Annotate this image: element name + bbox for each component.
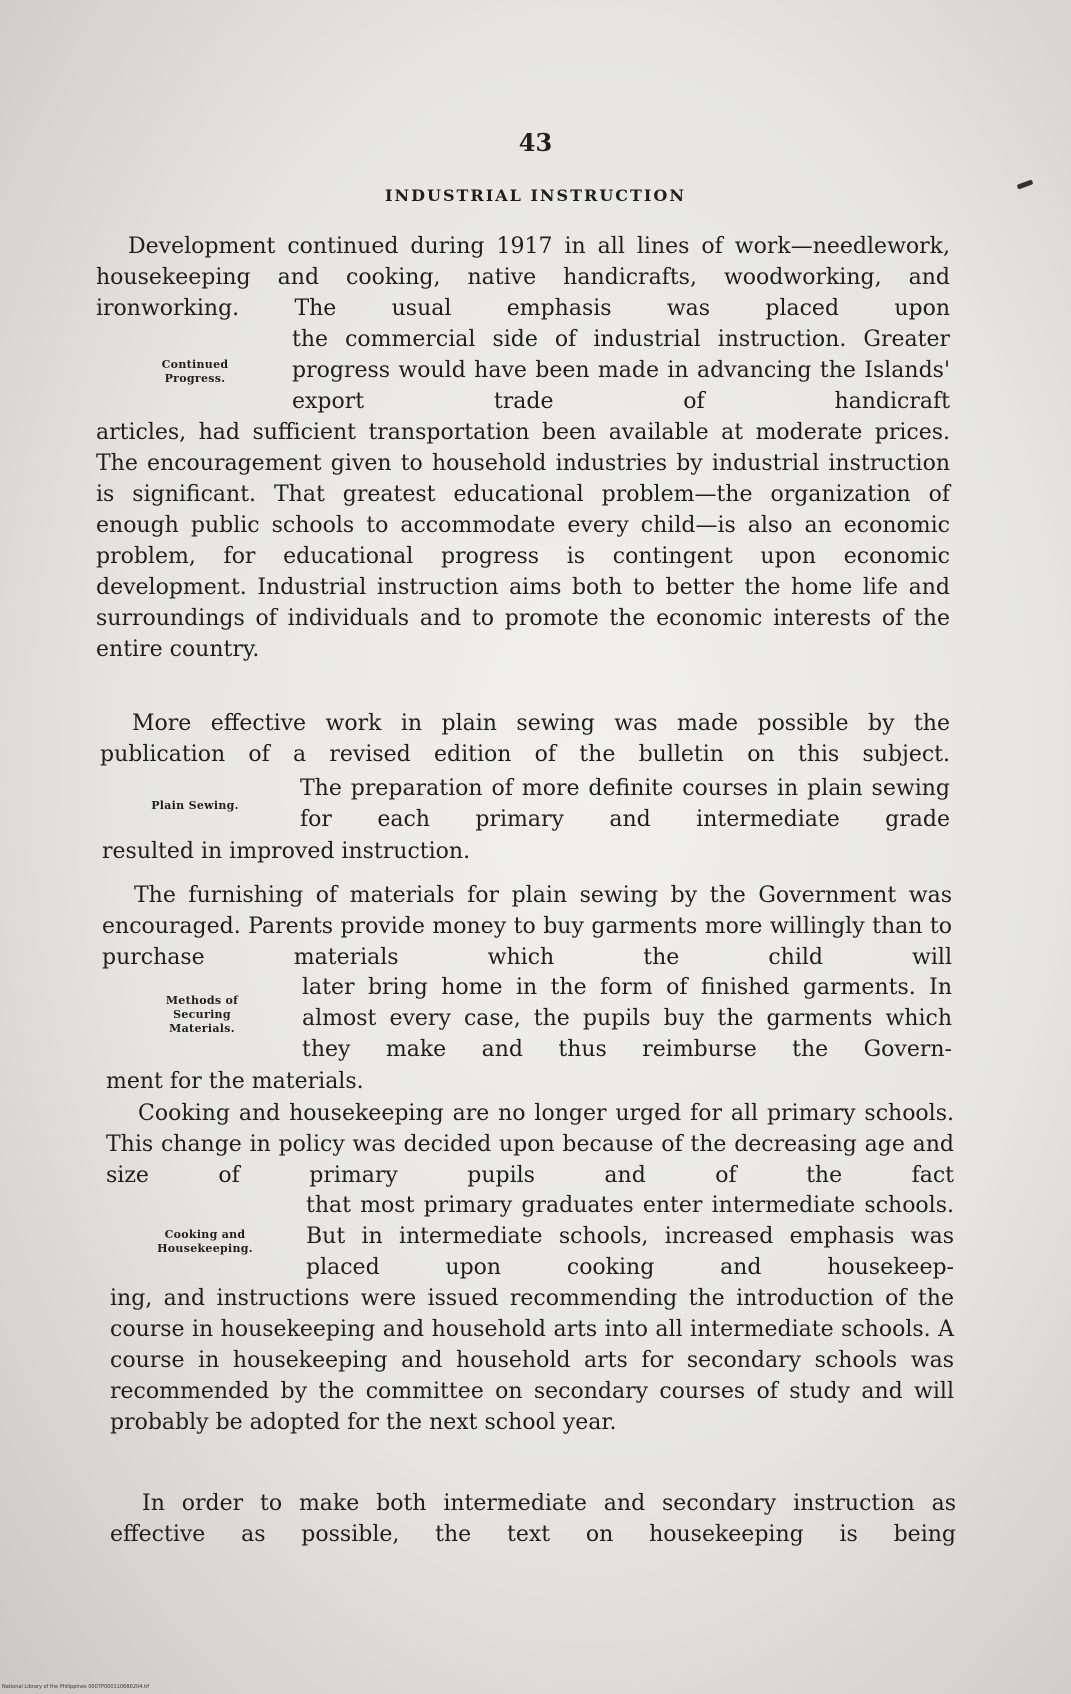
section-heading: INDUSTRIAL INSTRUCTION	[385, 186, 686, 205]
paragraph-2-lead: More effective work in plain sewing was made possible by the publication of a revised edition of the bulletin on this subject.	[100, 711, 950, 767]
paragraph-4-beside-note: that most primary graduates enter intermediate schools. But in intermediate schools, increased emphasis was placed upon cooking and housekeep-	[306, 1193, 954, 1280]
margin-note-plain-sewing: Plain Sewing.	[151, 799, 239, 812]
page-number: 43	[518, 128, 553, 157]
margin-note-cooking-and-housekeeping: Cooking and Housekeeping.	[157, 1228, 253, 1255]
paragraph-3-lead: The furnishing of materials for plain sewing by the Government was encouraged. Parents provide money to buy garments more willingly than to purchase materials which the child will	[102, 883, 952, 970]
paragraph-1-rest: articles, had sufficient transportation been available at moderate prices. The encouragement given to household industries by industrial instruction is significant. That greatest educational problem—the organization of enough public schools to accommodate every child—is also an economic problem, for educational progress is contingent upon economic development. Industrial instruction aims both to better the home life and surroundings of individuals and to promote the economic interests of the entire country.	[96, 420, 950, 662]
paragraph-4-rest: ing, and instructions were issued recommending the introduction of the course in housekeeping and household arts into all intermediate schools. A course in housekeeping and household arts for secondary schools was recommended by the committee on secondary courses of study and will probably be adopted for the next school year.	[110, 1286, 954, 1435]
paragraph-5: In order to make both intermediate and secondary instruction as effective as possible, the text on housekeeping is being	[110, 1491, 956, 1547]
paragraph-2-rest: resulted in improved instruction.	[102, 839, 471, 864]
footer-credit: National Library of the Philippines 0007P0001106B0204.tif	[2, 1684, 150, 1690]
paragraph-3-rest: ment for the materials.	[106, 1069, 364, 1094]
paragraph-4-lead: Cooking and housekeeping are no longer urged for all primary schools. This change in policy was decided upon because of the decreasing age and size of primary pupils and of the fact	[106, 1101, 954, 1188]
paragraph-1-lead: Development continued during 1917 in all lines of work—needlework, housekeeping and cooking, native handicrafts, woodworking, and ironworking. The usual emphasis was placed upon	[96, 234, 950, 321]
margin-note-continued-progress: Continued Progress.	[161, 358, 229, 385]
paragraph-1-beside-note: the commercial side of industrial instruction. Greater progress would have been made in advancing the Islands' export trade of handicraft	[292, 327, 950, 414]
paragraph-2-beside-note: The preparation of more definite courses in plain sewing for each primary and intermediate grade	[300, 776, 950, 832]
paragraph-3-beside-note: later bring home in the form of finished garments. In almost every case, the pupils buy the garments which they make and thus reimburse the Govern-	[302, 975, 952, 1062]
margin-note-methods-of-securing-materials: Methods of Securing Materials.	[165, 994, 239, 1035]
